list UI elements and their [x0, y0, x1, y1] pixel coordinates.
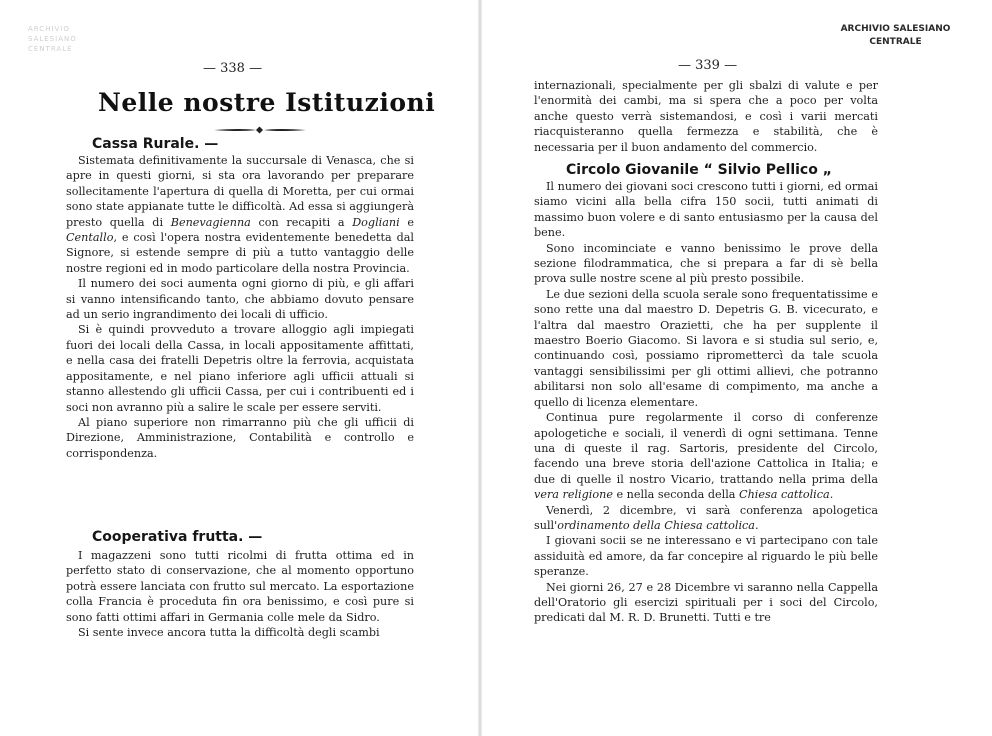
cassa-paragraph-1: Sistemata definitivamente la succursale di Venasca, che si apre in questi giorni, si sta ora lavorando per preparare sollecitamente l'apertura di quella di Moretta, per cui ormai sono state appianate tutte le difficoltà. Ad essa si aggiungerà presto quella di Benevagienna con recapiti a Dogliani e Centallo, e così l'opera nostra evidentemente benedetta dal Signore, si estende sempre di più a tutto vantaggio delle nostre regioni ed in modo particolare della nostra Provincia.	[66, 154, 414, 275]
circolo-paragraph-3: Le due sezioni della scuola serale sono frequentatissime e sono rette una dal maestro D. Depetris G. B. vicecurato, e l'altra dal maestro Orazietti, che ha per supplente il maestro Boerio Giacomo. Si lavora e si studia sul serio, e, continuando così, possiamo ripromettercì da tale scuola vantaggi sensibilissimi per gli ottimi allievi, che potranno abilitarsi non solo all'esame di compimento, ma anche a quello di licenza elementare.	[534, 287, 878, 409]
cassa-rurale-text	[66, 153, 414, 461]
circolo-giovanile-heading: Circolo Giovanile “ Silvio Pellico „	[566, 162, 832, 178]
circolo-paragraph-4: Continua pure regolarmente il corso di conferenze apologetiche e sociali, il venerdì di ogni settimana. Tenne una di queste il rag. Sartoris, presidente del Circolo, facendo una breve storia dell'azione Cattolica in Italia; e due di quelle il nostro Vicario, trattando nella prima della vera religione e nella seconda della Chiesa cattolica.	[534, 411, 878, 502]
circolo-paragraph-7: Nei giorni 26, 27 e 28 Dicembre vi saranno nella Cappella dell'Oratorio gli esercizi spirituali per i soci del Circolo, predicati dal M. R. D. Brunetti. Tutti e tre	[534, 580, 878, 625]
page-number-right: — 339 —	[678, 58, 738, 73]
circolo-paragraph-6: I giovani socii se ne interessano e vi partecipano con tale assiduità ed amore, da far concepire al riguardo le più belle speranze.	[534, 534, 878, 579]
right-page	[480, 0, 992, 736]
cooperativa-frutta-heading: Cooperativa frutta. —	[92, 529, 263, 545]
continuation-paragraph: internazionali, specialmente per gli sbalzi di valute e per l'enormità dei cambi, ma si spera che a poco per volta anche questo verrà sistemandosi, e così i varii mercati riacquisteranno quella fermezza e stabilità, che è necessaria per il buon andamento del commercio.	[534, 79, 878, 154]
cassa-paragraph-4: Al piano superiore non rimarranno più che gli ufficii di Direzione, Amministrazione, Contabilità e controllo e corrispondenza.	[66, 415, 414, 460]
circolo-paragraph-1: Il numero dei giovani soci crescono tutti i giorni, ed ormai siamo vicini alla bella cifra 150 socii, tutti animati di massimo buon volere e di santo entusiasmo per la causa del bene.	[534, 180, 878, 240]
page-number-left: — 338 —	[203, 61, 263, 76]
faint-archive-stamp: ARCHIVIO SALESIANO CENTRALE	[28, 25, 77, 53]
cooperativa-text	[66, 548, 414, 640]
circolo-paragraph-5: Venerdì, 2 dicembre, vi sarà conferenza apologetica sull'ordinamento della Chiesa cattolica.	[534, 503, 878, 532]
ornament-divider-icon	[212, 126, 308, 134]
left-page	[0, 0, 480, 736]
cassa-paragraph-2: Il numero dei soci aumenta ogni giorno di più, e gli affari si vanno intensificando tanto, che abbiamo dovuto pensare ad un serio ingrandimento dei locali di ufficio.	[66, 277, 414, 322]
continuation-text	[534, 78, 878, 155]
cooperativa-paragraph-1: I magazzeni sono tutti ricolmi di frutta ottima ed in perfetto stato di conservazione, che al momento opportuno potrà essere lanciata con frutto sul mercato. La esportazione colla Francia è proceduta fin ora benissimo, e così pure si sono fatti ottimi affari in Germania colle mele da Sidro.	[66, 549, 414, 624]
circolo-text	[534, 179, 878, 626]
cooperativa-paragraph-2: Si sente invece ancora tutta la difficoltà degli scambi	[78, 626, 380, 640]
cassa-rurale-heading: Cassa Rurale. —	[92, 136, 219, 152]
section-title: Nelle nostre Istituzioni	[98, 88, 436, 117]
archive-stamp: ARCHIVIO SALESIANO CENTRALE	[840, 24, 951, 47]
cassa-paragraph-3: Si è quindi provveduto a trovare alloggio agli impiegati fuori dei locali della Cassa, in locali appositamente affittati, e nella casa dei fratelli Depetris oltre la ferrovia, acquistata appositamente, e nel piano inferiore agli ufficii attuali si stanno allestendo gli ufficii Cassa, per cui i contribuenti ed i soci non avranno più a salire le scale per essere serviti.	[66, 323, 414, 414]
circolo-paragraph-2: Sono incominciate e vanno benissimo le prove della sezione filodrammatica, che si prepara a far di sè bella prova sulle nostre scene al più presto possibile.	[534, 241, 878, 286]
